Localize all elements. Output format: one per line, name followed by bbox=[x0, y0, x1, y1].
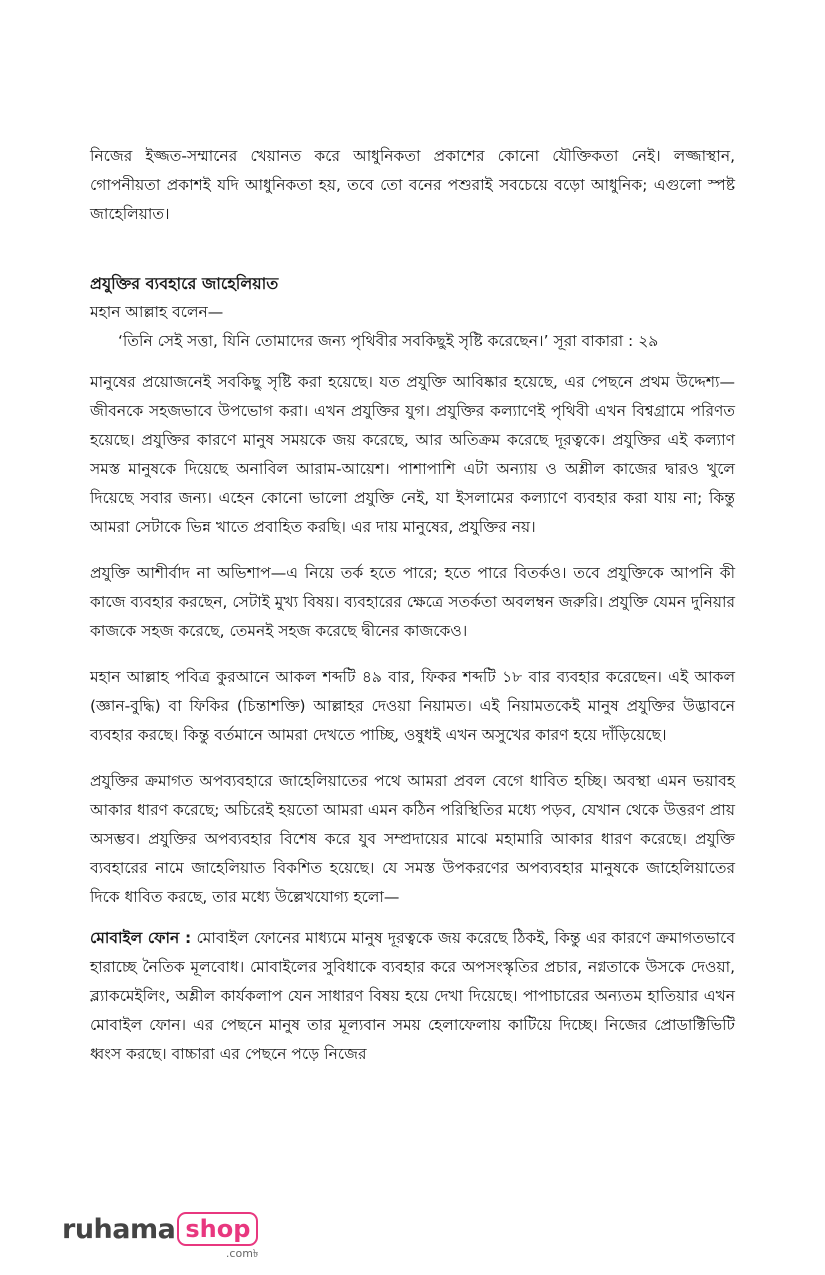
page-body bbox=[90, 142, 735, 1069]
logo-shop-text: shop bbox=[177, 1212, 258, 1246]
allah-says-line: মহান আল্লাহ বলেন— bbox=[90, 303, 224, 321]
logo-domain-text: .com৳ bbox=[225, 1247, 259, 1260]
paragraph-5-body: মোবাইল ফোনের মাধ্যমে মানুষ দূরত্বকে জয় করেছে ঠিকই, কিন্তু এর কারণে ক্রমাগতভাবে হারাচ্ছে নৈতিক মূলবোধ। মোবাইলের সুবিধাকে ব্যবহার করে অপসংস্কৃতির প্রচার, নগ্নতাকে উসকে দেওয়া, ব্ল্যাকমেইলিং, অশ্লীল কার্যকলাপ যেন সাধারণ বিষয় হয়ে দেখা দিয়েছে। পাপাচারের অন্যতম হাতিয়ার এখন মোবাইল ফোন। এর পেছনে মানুষ তার মূল্যবান সময় হেলাফেলায় কাটিয়ে দিচ্ছে। নিজের প্রোডাক্টিভিটি ধ্বংস করছে। বাচ্চারা এর পেছনে পড়ে নিজের bbox=[90, 929, 735, 1063]
paragraph-1: মানুষের প্রয়োজনেই সবকিছু সৃষ্টি করা হয়েছে। যত প্রযুক্তি আবিষ্কার হয়েছে, এর পেছনে প্রথম উদ্দেশ্য—জীবনকে সহজভাবে উপভোগ করা। এখন প্রযুক্তির যুগ। প্রযুক্তির কল্যাণেই পৃথিবী এখন বিশ্বগ্রামে পরিণত হয়েছে। প্রযুক্তির কারণে মানুষ সময়কে জয় করেছে, আর অতিক্রম করেছে দূরত্বকে। প্রযুক্তির এই কল্যাণ সমস্ত মানুষকে দিয়েছে অনাবিল আরাম-আয়েশ। পাশাপাশি এটা অন্যায় ও অশ্লীল কাজের দ্বারও খুলে দিয়েছে সবার জন্য। এহেন কোনো ভালো প্রযুক্তি নেই, যা ইসলামের কল্যাণে ব্যবহার করা যায় না; কিন্তু আমরা সেটাকে ভিন্ন খাতে প্রবাহিত করছি। এর দায় মানুষের, প্রযুক্তির নয়। bbox=[90, 373, 735, 536]
section-heading: প্রযুক্তির ব্যবহারে জাহেলিয়াত bbox=[90, 274, 279, 293]
quran-quote: ‘তিনি সেই সত্তা, যিনি তোমাদের জন্য পৃথিবীর সবকিছুই সৃষ্টি করেছেন।’ সূরা বাকারা : ২৯ bbox=[118, 332, 659, 350]
paragraph-4: প্রযুক্তির ক্রমাগত অপব্যবহারে জাহেলিয়াতের পথে আমরা প্রবল বেগে ধাবিত হচ্ছি। অবস্থা এমন ভয়াবহ আকার ধারণ করেছে; অচিরেই হয়তো আমরা এমন কঠিন পরিস্থিতির মধ্যে পড়ব, যেখান থেকে উত্তরণ প্রায় অসম্ভব। প্রযুক্তির অপব্যবহার বিশেষ করে যুব সম্প্রদায়ের মাঝে মহামারি আকার ধারণ করেছে। প্রযুক্তি ব্যবহারের নামে জাহেলিয়াত বিকশিত হয়েছে। যে সমস্ত উপকরণের অপব্যবহার মানুষকে জাহেলিয়াতের দিকে ধাবিত করছে, তার মধ্যে উল্লেখযোগ্য হলো— bbox=[90, 772, 735, 906]
ruhamashop-logo bbox=[62, 1212, 258, 1260]
paragraph-3: মহান আল্লাহ পবিত্র কুরআনে আকল শব্দটি ৪৯ বার, ফিকর শব্দটি ১৮ বার ব্যবহার করেছেন। এই আকল (জ্ঞান-বুদ্ধি) বা ফিকির (চিন্তাশক্তি) আল্লাহর দেওয়া নিয়ামত। এই নিয়ামতকেই মানুষ প্রযুক্তির উদ্ভাবনে ব্যবহার করছে। কিন্তু বর্তমানে আমরা দেখতে পাচ্ছি, ওষুধই এখন অসুখের কারণ হয়ে দাঁড়িয়েছে। bbox=[90, 668, 735, 744]
intro-paragraph: নিজের ইজ্জত-সম্মানের খেয়ানত করে আধুনিকতা প্রকাশের কোনো যৌক্তিকতা নেই। লজ্জাস্থান, গোপনীয়তা প্রকাশই যদি আধুনিকতা হয়, তবে তো বনের পশুরাই সবচেয়ে বড়ো আধুনিক; এগুলো স্পষ্ট জাহেলিয়াত। bbox=[90, 147, 735, 223]
paragraph-5 bbox=[90, 924, 735, 1069]
mobile-phone-term: মোবাইল ফোন : bbox=[90, 929, 192, 947]
logo-shop-group bbox=[175, 1212, 258, 1260]
logo-ruhama-text: ruhama bbox=[62, 1214, 176, 1245]
paragraph-2: প্রযুক্তি আশীর্বাদ না অভিশাপ—এ নিয়ে তর্ক হতে পারে; হতে পারে বিতর্কও। তবে প্রযুক্তিকে আপনি কী কাজে ব্যবহার করছেন, সেটাই মুখ্য বিষয়। ব্যবহারের ক্ষেত্রে সতর্কতা অবলম্বন জরুরি। প্রযুক্তি যেমন দুনিয়ার কাজকে সহজ করেছে, তেমনই সহজ করেছে দ্বীনের কাজকেও। bbox=[90, 564, 735, 640]
